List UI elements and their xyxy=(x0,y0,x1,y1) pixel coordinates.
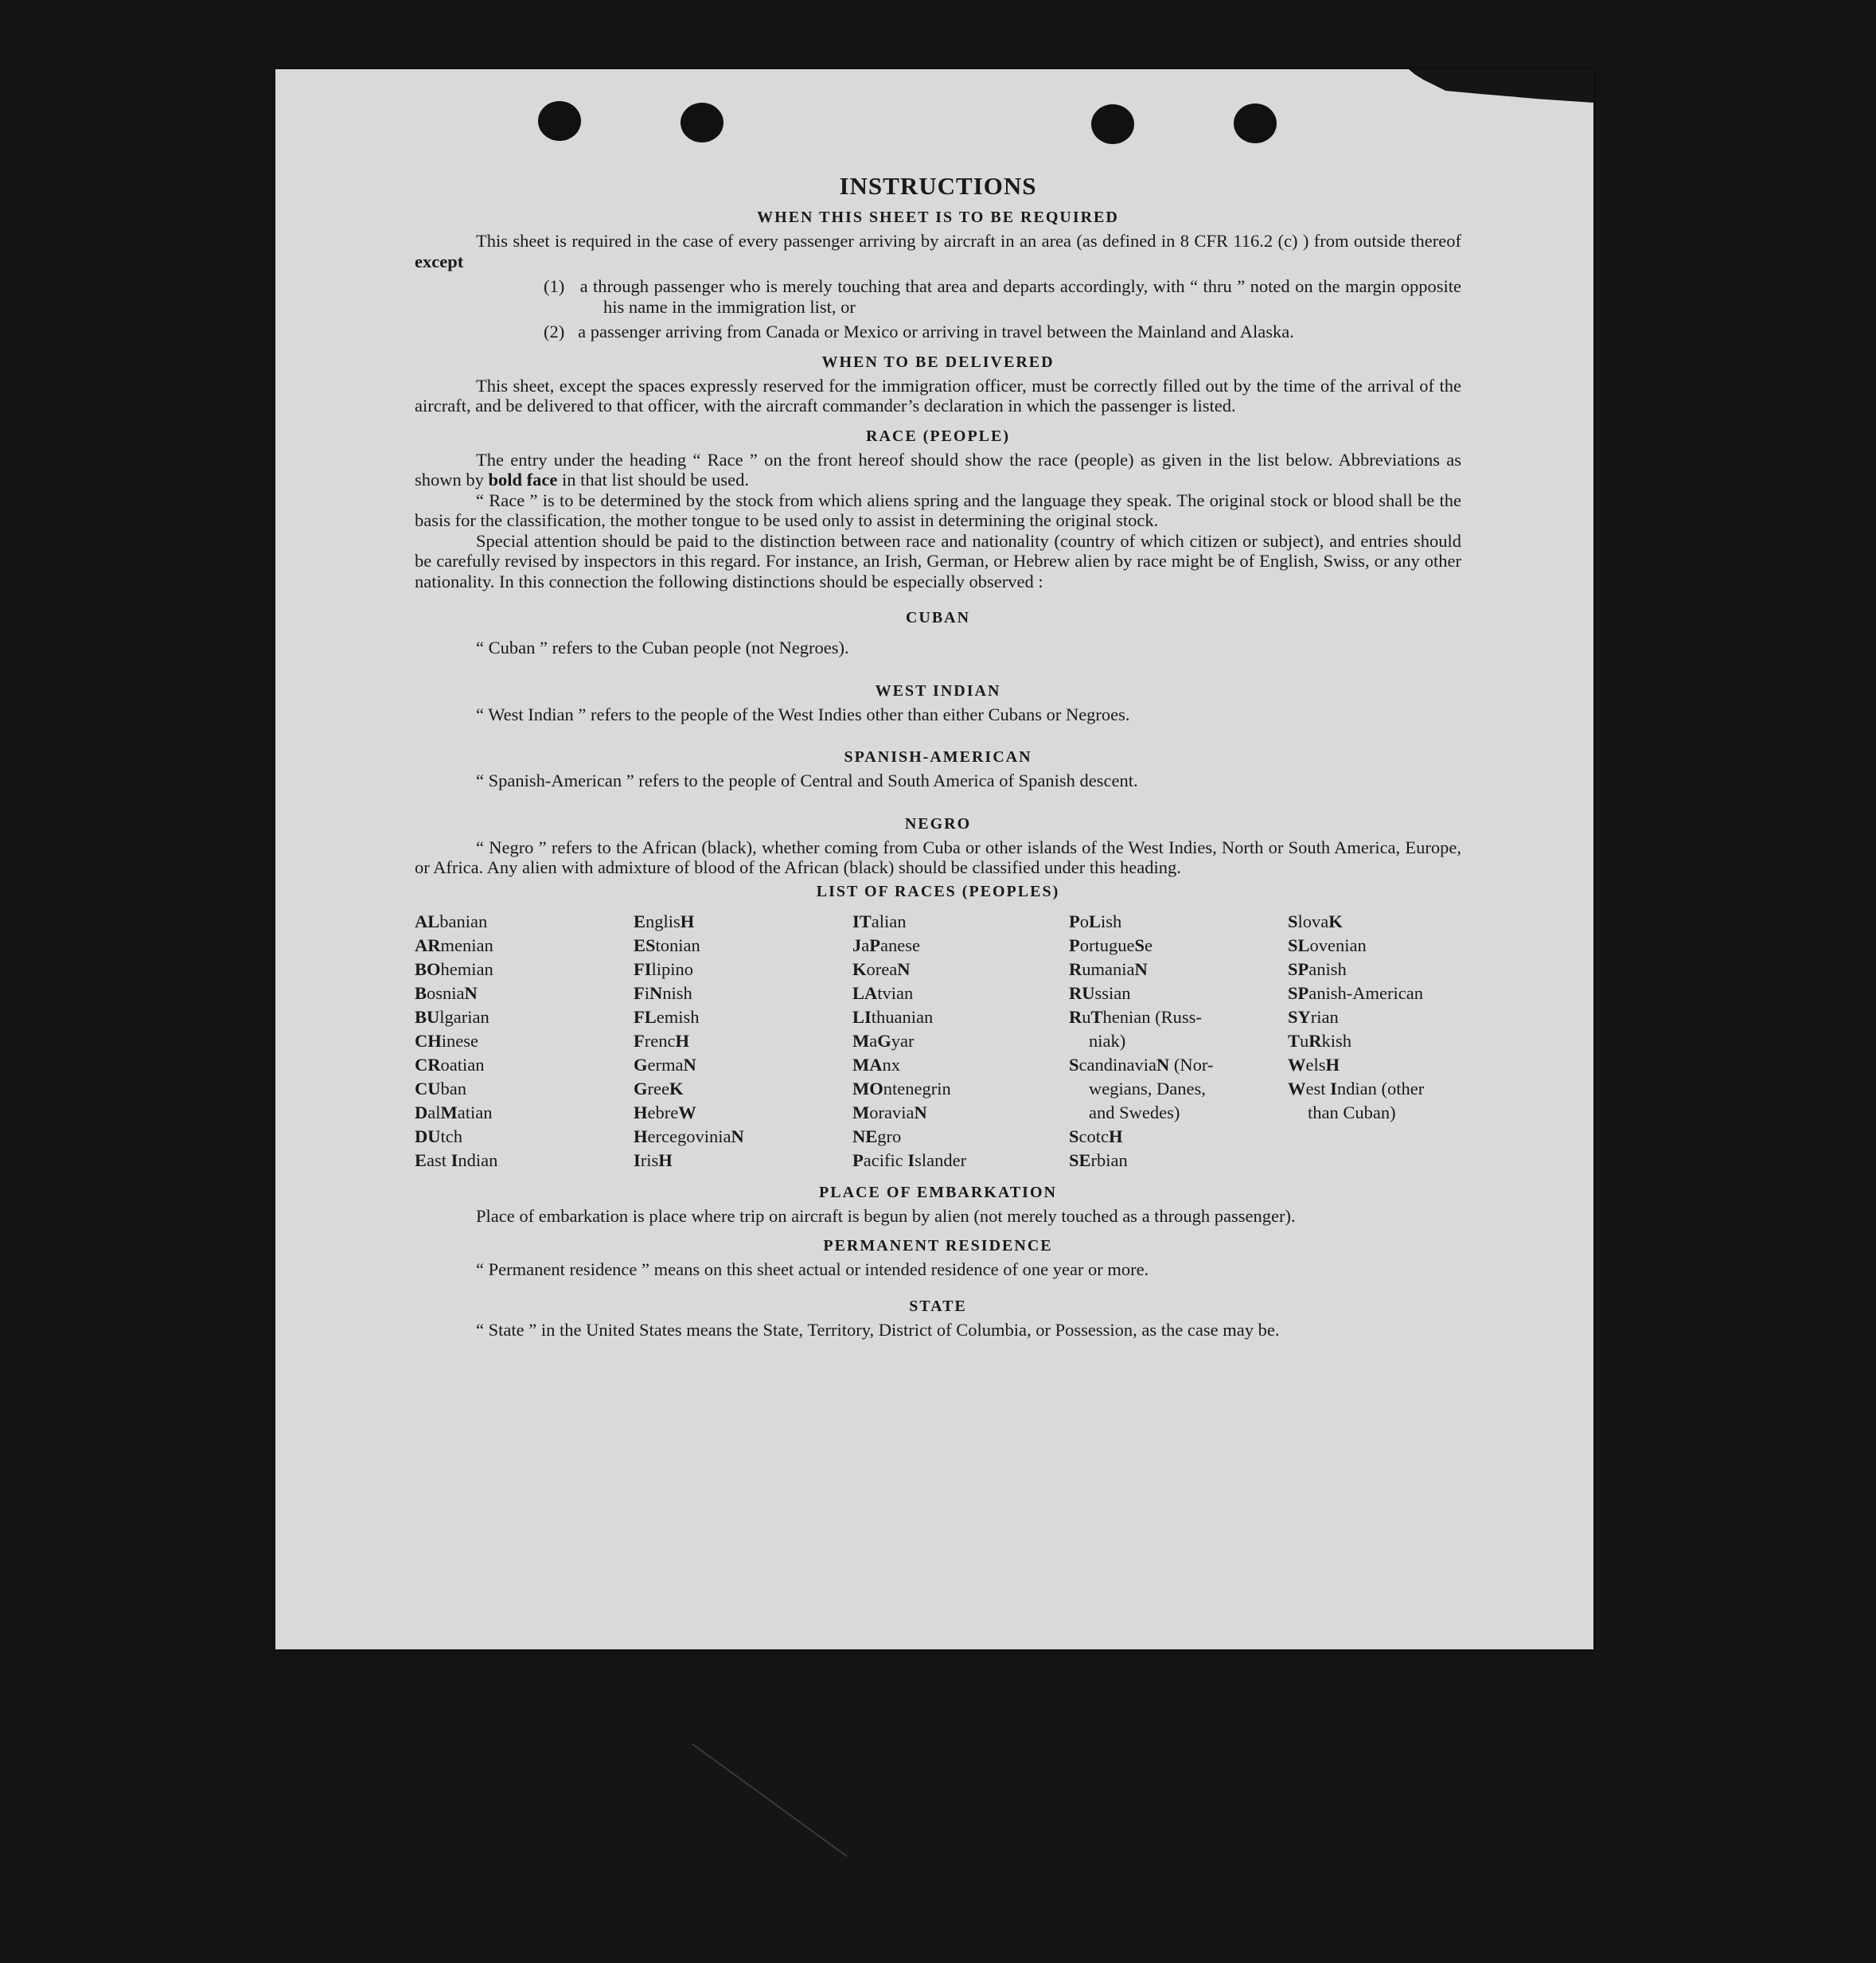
races-column xyxy=(852,910,1069,1173)
punch-hole xyxy=(1234,103,1277,143)
race-paragraph-1: The entry under the heading “ Race ” on the front hereof should show the race (people) as given in the list below. Abbreviations as shown by bold face in that list should be used. xyxy=(415,449,1461,490)
race-entry: NEgro xyxy=(852,1126,902,1146)
heading-embarkation: PLACE OF EMBARKATION xyxy=(819,1183,1057,1201)
race-entry: FLemish xyxy=(634,1006,700,1027)
race-entry: CRoatian xyxy=(415,1054,485,1075)
exception-item: (1) a through passenger who is merely touching that area and departs accordingly, with “ thru ” noted on the margin opposite his name in the immigration list, or xyxy=(544,276,1461,317)
races-column xyxy=(1069,910,1288,1173)
race-entry: CUban xyxy=(415,1078,466,1099)
race-entry: TuRkish xyxy=(1288,1030,1352,1051)
race-entry: FIlipino xyxy=(634,958,694,979)
race-entry: ScandinaviaN (Nor- xyxy=(1069,1054,1214,1075)
heading-delivered: WHEN TO BE DELIVERED xyxy=(821,353,1055,371)
heading-cuban: CUBAN xyxy=(905,609,971,626)
punch-hole xyxy=(681,103,723,142)
heading-race: RACE (PEOPLE) xyxy=(866,427,1010,445)
race-entry: SYrian xyxy=(1288,1006,1339,1027)
delivered-text: This sheet, except the spaces expressly reserved for the immigration officer, must be correctly filled out by the time of the arrival of the aircraft, and be delivered to that officer, with the aircraft commander’s declaration in which the passenger is listed. xyxy=(415,375,1461,416)
race-entry: BOhemian xyxy=(415,958,493,979)
race-entry: BosniaN xyxy=(415,982,478,1003)
heading-permanent-residence: PERMANENT RESIDENCE xyxy=(823,1237,1053,1255)
race-entry: PoLish xyxy=(1069,911,1122,931)
heading-negro: NEGRO xyxy=(904,814,972,833)
race-entry-continued: than Cuban) xyxy=(1308,1102,1396,1122)
race-paragraph-2: “ Race ” is to be determined by the stock from which aliens spring and the language they speak. The original stock or blood shall be the basis for the classification, the mother tongue to be used only to assist in determining the original stock. xyxy=(415,490,1461,530)
race-entry: HercegoviniaN xyxy=(634,1126,744,1146)
race-entry: SErbian xyxy=(1069,1149,1128,1170)
races-column xyxy=(1288,910,1461,1173)
race-entry: GreeK xyxy=(634,1078,684,1099)
scan-scratch xyxy=(692,1743,847,1857)
race-entry: SLovenian xyxy=(1288,935,1367,955)
race-entry: IrisH xyxy=(634,1149,673,1170)
heading-required: WHEN THIS SHEET IS TO BE REQUIRED xyxy=(757,209,1119,226)
page-title: INSTRUCTIONS xyxy=(839,172,1037,200)
heading-west-indian: WEST INDIAN xyxy=(875,681,1001,700)
race-entry: ITalian xyxy=(852,911,907,931)
race-entry: RumaniaN xyxy=(1069,958,1148,979)
race-entry: East Indian xyxy=(415,1149,498,1170)
race-entry: RuThenian (Russ- xyxy=(1069,1006,1202,1027)
race-entry: DUtch xyxy=(415,1126,462,1146)
races-column xyxy=(415,910,634,1173)
exceptions-list xyxy=(415,276,1461,342)
race-entry: SPanish-American xyxy=(1288,982,1423,1003)
race-entry: FiNnish xyxy=(634,982,692,1003)
state-text: “ State ” in the United States means the State, Territory, District of Columbia, or Possession, as the case may be. xyxy=(476,1319,1280,1340)
race-entry: MAnx xyxy=(852,1054,900,1075)
instructions-content xyxy=(415,169,1461,1340)
race-entry: SlovaK xyxy=(1288,911,1343,931)
race-entry: PortugueSe xyxy=(1069,935,1153,955)
race-entry: ScotcH xyxy=(1069,1126,1123,1146)
punch-hole xyxy=(538,101,581,141)
race-entry: BUlgarian xyxy=(415,1006,489,1027)
race-entry: FrencH xyxy=(634,1030,689,1051)
required-intro: This sheet is required in the case of every passenger arriving by aircraft in an area (as defined in 8 CFR 116.2 (c) ) from outside thereof except xyxy=(415,231,1461,271)
document-page xyxy=(275,69,1593,1649)
race-entry: LIthuanian xyxy=(852,1006,934,1027)
negro-text: “ Negro ” refers to the African (black), whether coming from Cuba or other islands of the West Indies, North or South America, Europe, or Africa. Any alien with admixture of blood of the African (black) should be classified under this heading. xyxy=(415,837,1461,877)
races-table xyxy=(415,910,1461,1173)
race-entry: ALbanian xyxy=(415,911,488,931)
heading-state: STATE xyxy=(909,1297,967,1315)
race-entry: Pacific Islander xyxy=(852,1149,967,1170)
races-column xyxy=(634,910,852,1173)
race-entry-continued: wegians, Danes, xyxy=(1089,1078,1206,1099)
cuban-text: “ Cuban ” refers to the Cuban people (not Negroes). xyxy=(476,638,849,658)
race-entry: HebreW xyxy=(634,1102,696,1122)
race-entry: KoreaN xyxy=(852,958,911,979)
embarkation-text: Place of embarkation is place where trip on aircraft is begun by alien (not merely touched as a through passenger). xyxy=(476,1205,1296,1226)
race-entry: MoraviaN xyxy=(852,1102,927,1122)
exception-item: (2) a passenger arriving from Canada or Mexico or arriving in travel between the Mainland and Alaska. xyxy=(544,322,1294,341)
race-entry: SPanish xyxy=(1288,958,1347,979)
heading-list-of-races: LIST OF RACES (PEOPLES) xyxy=(816,882,1060,900)
race-entry: EStonian xyxy=(634,935,700,955)
race-entry: EnglisH xyxy=(634,911,695,931)
race-entry: MaGyar xyxy=(852,1030,915,1051)
race-entry: JaPanese xyxy=(852,935,920,955)
race-entry: ARmenian xyxy=(415,935,493,955)
race-entry-continued: niak) xyxy=(1089,1030,1126,1051)
west-indian-text: “ West Indian ” refers to the people of the West Indies other than either Cubans or Negroes. xyxy=(476,704,1130,724)
race-paragraph-3: Special attention should be paid to the distinction between race and nationality (country of which citizen or subject), and entries should be carefully revised by inspectors in this regard. For instance, an Irish, German, or Hebrew alien by race might be of English, Swiss, or any other nationality. In this connection the following distinctions should be especially observed : xyxy=(415,530,1461,591)
torn-corner xyxy=(1409,69,1593,117)
heading-spanish-american: SPANISH-AMERICAN xyxy=(844,748,1032,766)
race-entry: LAtvian xyxy=(852,982,914,1003)
residence-text: “ Permanent residence ” means on this sheet actual or intended residence of one year or more. xyxy=(476,1259,1149,1279)
race-entry: MOntenegrin xyxy=(852,1078,951,1099)
race-entry: West Indian (other xyxy=(1288,1078,1425,1099)
race-entry: RUssian xyxy=(1069,982,1131,1003)
race-entry: CHinese xyxy=(415,1030,478,1051)
punch-hole xyxy=(1091,104,1134,144)
race-entry: GermaN xyxy=(634,1054,696,1075)
race-entry: WelsH xyxy=(1288,1054,1340,1075)
race-entry-continued: and Swedes) xyxy=(1089,1102,1180,1122)
race-entry: DalMatian xyxy=(415,1102,493,1122)
spanish-american-text: “ Spanish-American ” refers to the people of Central and South America of Spanish descent. xyxy=(476,771,1138,790)
